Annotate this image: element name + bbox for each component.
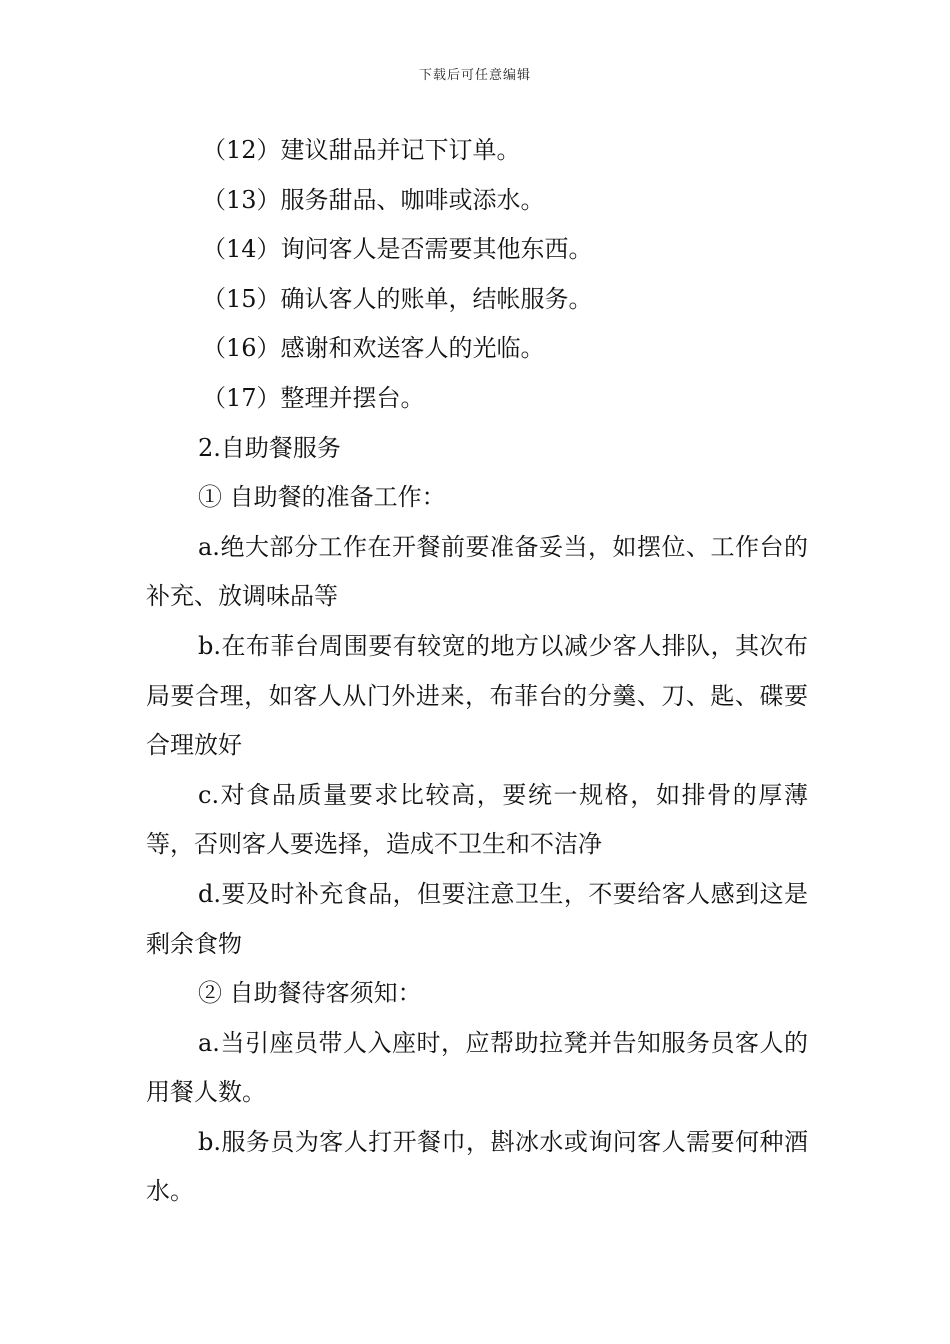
subsection-heading: ② 自助餐待客须知： <box>198 979 422 1008</box>
document-body <box>146 126 808 1217</box>
paragraph: （17）整理并摆台。 <box>202 383 425 412</box>
paragraph: （15）确认客人的账单，结帐服务。 <box>202 284 593 313</box>
paragraph: b.服务员为客人打开餐巾，斟冰水或询问客人需要何种酒水。 <box>146 1127 808 1206</box>
paragraph: （13）服务甜品、咖啡或添水。 <box>202 185 545 214</box>
paragraph: （12）建议甜品并记下订单。 <box>202 136 521 164</box>
paragraph: （14）询问客人是否需要其他东西。 <box>202 235 593 264</box>
page-header-note: 下载后可任意编辑 <box>418 68 531 83</box>
paragraph: （16）感谢和欢送客人的光临。 <box>202 334 545 363</box>
section-heading: 2.自助餐服务 <box>198 433 341 462</box>
paragraph: c.对食品质量要求比较高，要统一规格，如排骨的厚薄等，否则客人要选择，造成不卫生和不洁净 <box>146 780 808 859</box>
paragraph: d.要及时补充食品，但要注意卫生，不要给客人感到这是剩余食物 <box>146 879 808 958</box>
paragraph: a.绝大部分工作在开餐前要准备妥当，如摆位、工作台的补充、放调味品等 <box>146 532 808 611</box>
paragraph: b.在布菲台周围要有较宽的地方以减少客人排队，其次布局要合理，如客人从门外进来，布菲台的分羹、刀、匙、碟要合理放好 <box>146 631 808 760</box>
paragraph: a.当引座员带人入座时，应帮助拉凳并告知服务员客人的用餐人数。 <box>146 1028 808 1107</box>
subsection-heading: ① 自助餐的准备工作： <box>198 483 446 512</box>
